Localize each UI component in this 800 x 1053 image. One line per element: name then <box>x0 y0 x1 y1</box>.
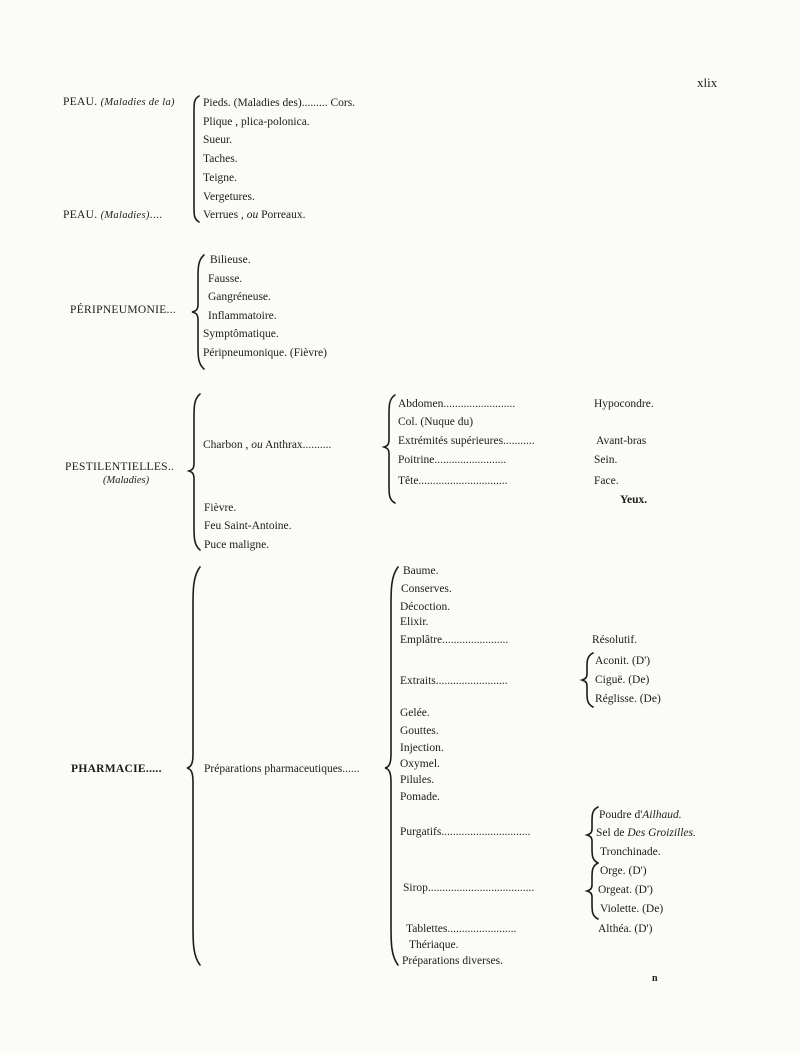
list-item-value: Face. <box>594 475 619 487</box>
list-item: Gangréneuse. <box>208 291 271 303</box>
list-item: Décoction. <box>400 601 451 613</box>
list-item: Col. (Nuque du) <box>398 416 474 428</box>
list-item: Injection. <box>400 742 444 754</box>
list-item: Sel de Des Groizilles. <box>596 827 696 839</box>
list-item: Baume. <box>403 565 439 577</box>
peau-heading-2-paren: (Maladies) <box>100 210 150 221</box>
peau-heading-1-paren: (Maladies de la) <box>100 97 175 108</box>
peau-heading-1-word: PEAU. <box>63 96 98 108</box>
list-item: Purgatifs............................... <box>400 826 531 838</box>
list-item: Symptômatique. <box>203 328 279 340</box>
list-item: Emplâtre....................... <box>400 634 509 646</box>
list-item: Extraits......................... <box>400 675 508 687</box>
list-item: Oxymel. <box>400 758 440 770</box>
charbon-entry: Charbon , ou Anthrax.......... <box>203 439 332 451</box>
list-item: Abdomen......................... <box>398 398 516 410</box>
peau-brace <box>190 95 202 223</box>
pharmacie-heading: PHARMACIE..... <box>71 763 162 775</box>
list-item: Feu Saint-Antoine. <box>204 520 292 532</box>
list-item: Taches. <box>203 153 238 165</box>
list-item: Poitrine......................... <box>398 454 507 466</box>
list-item: Inflammatoire. <box>208 310 277 322</box>
list-item-value: Avant-bras <box>596 435 647 447</box>
list-item: Violette. (De) <box>600 903 664 915</box>
signature-mark: n <box>652 973 658 984</box>
list-item: Ciguë. (De) <box>595 674 650 686</box>
list-item: Fausse. <box>208 273 243 285</box>
list-item: Bilieuse. <box>210 254 251 266</box>
list-item-value: Résolutif. <box>592 634 638 646</box>
list-item: Extrémités supérieures........... <box>398 435 535 447</box>
list-item: Pomade. <box>400 791 440 803</box>
peau-heading-2 <box>63 208 162 223</box>
pestilentielles-brace <box>188 393 202 551</box>
list-item: Pilules. <box>400 774 435 786</box>
list-item-value: Sein. <box>594 454 618 466</box>
preparations-brace <box>376 566 400 966</box>
list-item: Orgeat. (D') <box>598 884 653 896</box>
page-number: xlix <box>697 75 718 90</box>
list-item: Vergetures. <box>203 191 255 203</box>
peau-heading-2-word: PEAU. <box>63 209 98 221</box>
charbon-brace <box>383 394 397 504</box>
list-item: Sirop..................................... <box>403 882 535 894</box>
list-item-value: Althéa. (D') <box>598 923 653 935</box>
list-item: Préparations diverses. <box>402 955 503 967</box>
list-item: Sueur. <box>203 134 233 146</box>
list-item: Gouttes. <box>400 725 439 737</box>
peau-heading-2-dots: .... <box>149 209 163 221</box>
list-item: Gelée. <box>400 707 430 719</box>
list-item: Fièvre. <box>204 502 237 514</box>
list-item: Tablettes........................ <box>406 923 517 935</box>
list-item: Orge. (D') <box>600 865 647 877</box>
peripneumonie-heading: PÉRIPNEUMONIE... <box>70 304 177 316</box>
pestilentielles-subheading: (Maladies) <box>103 475 150 486</box>
pestilentielles-heading: PESTILENTIELLES.. <box>65 461 175 473</box>
list-item: Aconit. (D') <box>595 655 651 667</box>
list-item-value: Hypocondre. <box>594 398 654 410</box>
list-item: Réglisse. (De) <box>595 693 661 705</box>
list-item: Conserves. <box>401 583 452 595</box>
list-item: Plique , plica-polonica. <box>203 116 310 128</box>
list-item: Tronchinade. <box>600 846 661 858</box>
list-item: Teigne. <box>203 172 238 184</box>
list-item: Elixir. <box>400 616 429 628</box>
list-item-value: Yeux. <box>620 494 648 506</box>
list-item: Tête............................... <box>398 475 508 487</box>
list-item: Thériaque. <box>409 939 459 951</box>
peau-heading-1 <box>63 95 175 110</box>
list-item: Poudre d'Ailhaud. <box>599 809 682 821</box>
list-item: Péripneumonique. (Fièvre) <box>203 347 327 359</box>
extraits-brace <box>581 652 595 708</box>
list-item: Verrues , ou Porreaux. <box>203 209 306 221</box>
preparations-entry: Préparations pharmaceutiques...... <box>204 763 360 775</box>
list-item: Pieds. (Maladies des)......... Cors. <box>203 97 356 109</box>
list-item: Puce maligne. <box>204 539 270 551</box>
pharmacie-brace <box>186 566 202 966</box>
